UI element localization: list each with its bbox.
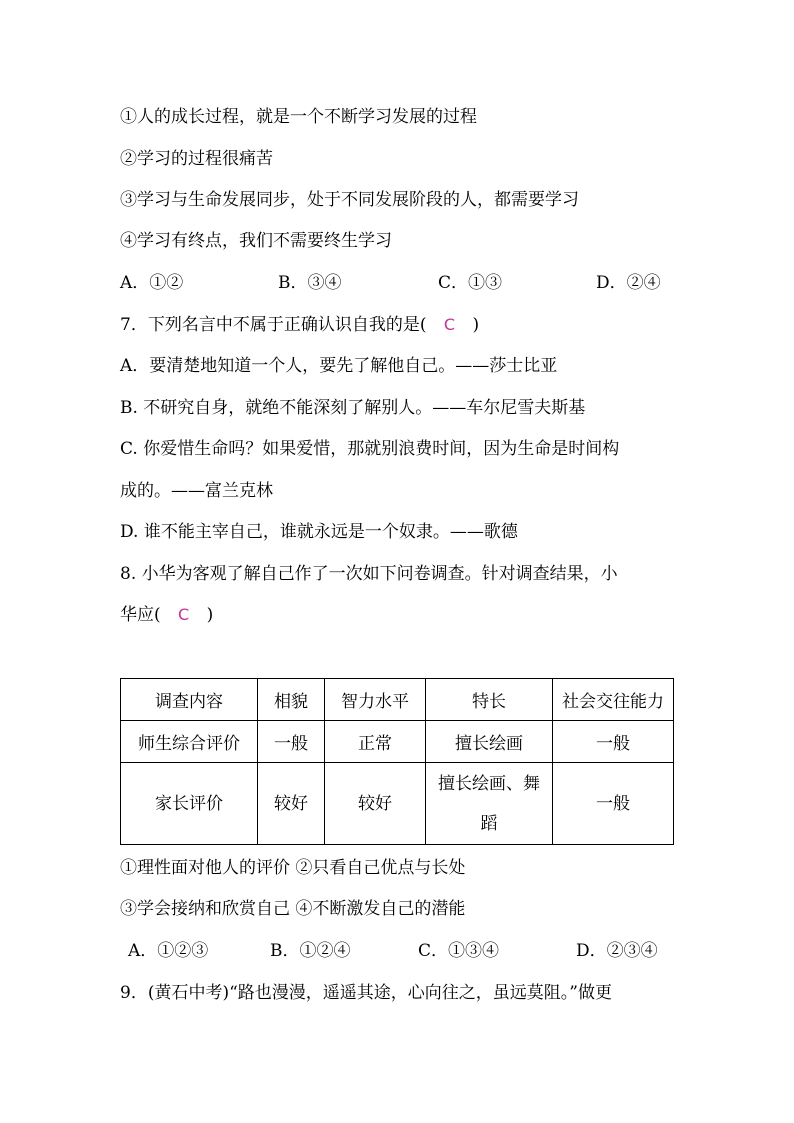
q8-option-b: B．①②④	[270, 941, 351, 961]
q6-option-d: D．②④	[596, 273, 661, 293]
table-cell: 较好	[325, 763, 426, 845]
q7-option-b: B. 不研究自身，就绝不能深刻了解别人。——车尔尼雪夫斯基	[120, 398, 586, 418]
table-header-cell: 社会交往能力	[553, 679, 674, 721]
table-cell: 家长评价	[121, 763, 258, 845]
q6-item-3: ③学习与生命发展同步，处于不同发展阶段的人，都需要学习	[120, 190, 579, 210]
table-header-cell: 特长	[426, 679, 553, 721]
q6-item-4: ④学习有终点，我们不需要终生学习	[120, 231, 392, 251]
table-cell: 一般	[258, 721, 325, 763]
table-cell: 擅长绘画、舞蹈	[426, 763, 553, 845]
q8-items-line1: ①理性面对他人的评价 ②只看自己优点与长处	[120, 858, 466, 878]
survey-table	[120, 678, 674, 845]
q7-stem	[120, 314, 479, 336]
q7-stem-text: 7．下列名言中不属于正确认识自我的是(	[120, 315, 427, 335]
q8-option-c: C．①③④	[418, 941, 500, 961]
q8-answer: C	[178, 605, 190, 624]
q6-option-b: B．③④	[278, 273, 342, 293]
q6-item-2: ②学习的过程很痛苦	[120, 149, 273, 169]
q8-stem-text: 华应(	[120, 605, 161, 625]
q7-answer: C	[443, 315, 456, 334]
table-cell: 擅长绘画	[426, 721, 553, 763]
q8-stem-line1: 8. 小华为客观了解自己作了一次如下问卷调查。针对调查结果，小	[120, 564, 618, 584]
q8-stem-line2	[120, 604, 213, 626]
q8-option-a: A．①②③	[128, 941, 209, 961]
q7-option-a: A．要清楚地知道一个人，要先了解他自己。——莎士比亚	[120, 356, 558, 376]
table-cell: 较好	[258, 763, 325, 845]
q6-option-c: C．①③	[438, 273, 503, 293]
table-header-cell: 智力水平	[325, 679, 426, 721]
table-cell: 正常	[325, 721, 426, 763]
q8-close-paren: )	[206, 605, 214, 625]
table-row	[121, 721, 674, 763]
q6-option-a: A．①②	[120, 273, 184, 293]
table-cell: 师生综合评价	[121, 721, 258, 763]
q7-close-paren: )	[472, 315, 480, 335]
q9-stem: 9．(黄石中考)“路也漫漫，遥遥其途，心向往之，虽远莫阻。”做更	[120, 983, 612, 1003]
table-row	[121, 763, 674, 845]
table-header-cell: 调查内容	[121, 679, 258, 721]
q7-option-c-cont: 成的。——富兰克林	[120, 481, 273, 501]
q8-items-line2: ③学会接纳和欣赏自己 ④不断激发自己的潜能	[120, 899, 466, 919]
table-cell: 一般	[553, 763, 674, 845]
q7-option-c: C. 你爱惜生命吗？如果爱惜，那就别浪费时间，因为生命是时间构	[120, 439, 620, 459]
table-header-row	[121, 679, 674, 721]
table-header-cell: 相貌	[258, 679, 325, 721]
q8-option-d: D．②③④	[576, 941, 658, 961]
q7-option-d: D. 谁不能主宰自己，谁就永远是一个奴隶。——歌德	[120, 522, 518, 542]
table-cell: 一般	[553, 721, 674, 763]
q6-item-1: ①人的成长过程，就是一个不断学习发展的过程	[120, 107, 477, 127]
